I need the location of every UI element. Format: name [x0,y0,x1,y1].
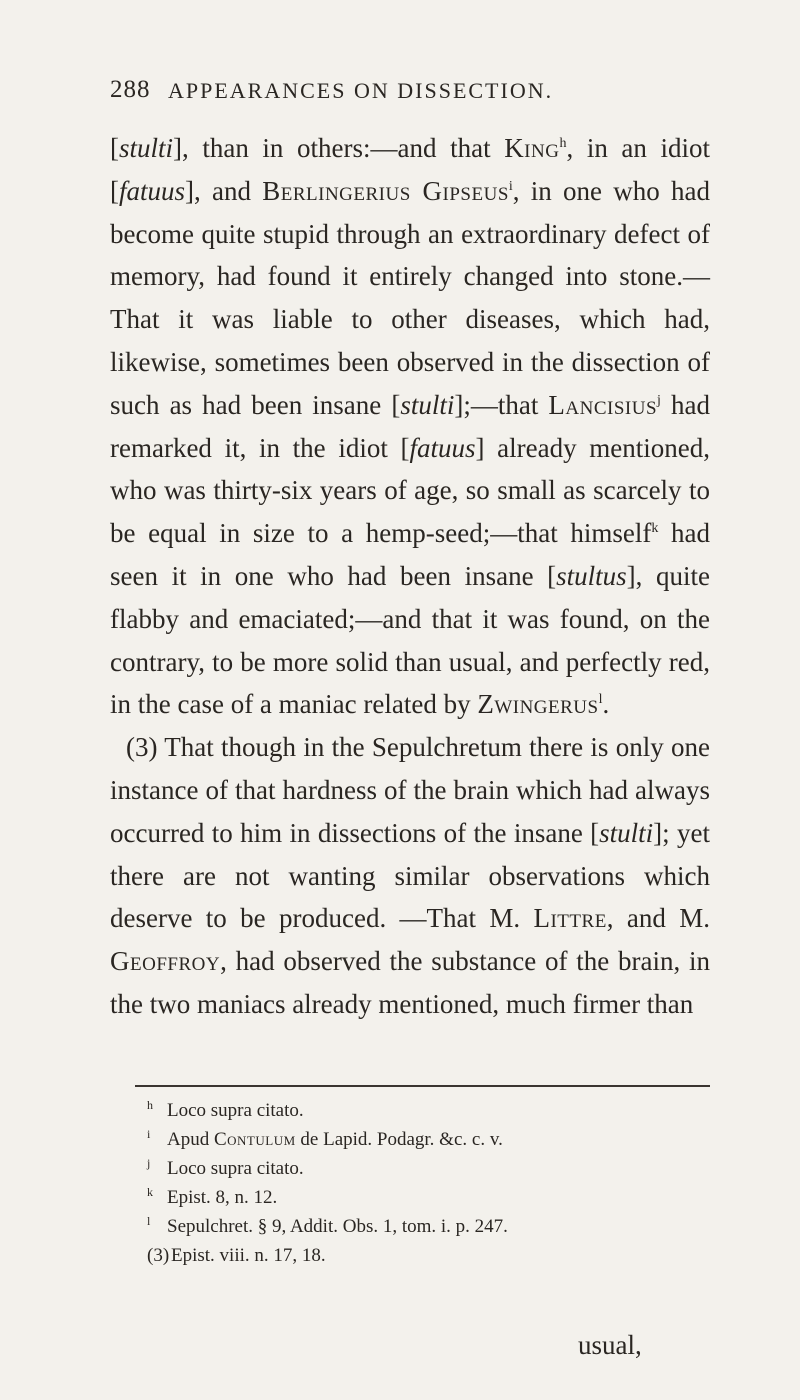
footnote-ref: l [598,692,603,708]
author-name: Contulum [213,1129,296,1150]
footnote: h Loco supra citato. [147,1097,304,1121]
footnote-text: Epist. 8, n. 12. [167,1187,278,1208]
footnote: (3)Epist. viii. n. 17, 18. [147,1245,326,1266]
footnote-ref: j [657,392,661,408]
author-name: Lancisius [548,389,658,420]
footnote: j Loco supra citato. [147,1155,304,1179]
text-span: , in an idiot [ [110,133,710,206]
footnote-ref: h [559,136,567,151]
author-name: Zwingerus [477,689,599,720]
footnote: i Apud Contulum de Lapid. Podagr. &c. c. v. [147,1126,503,1150]
page-number: 288 [110,76,151,103]
paragraph-2 [110,726,710,1026]
latin-term: stulti [400,389,455,420]
text-span: ], quite flabby and emaciated;—and that it was found, on the contrary, to be more solid than usual, and perfectly red, in the case of a maniac related by [110,560,710,720]
running-head: APPEARANCES ON DISSECTION. [168,78,554,103]
footnote-text: Apud [167,1129,214,1150]
footnotes [147,1096,707,1270]
footnote-divider [135,1085,710,1087]
footnote-text: Epist. viii. n. 17, 18. [171,1245,326,1266]
text-span: ] already mentioned, who was thirty-six years of age, so small as scarcely to be equal in size to a hemp-seed;—that himself [110,432,710,549]
author-name: Berlingerius Gipseus [262,175,509,206]
author-name: King [504,133,560,163]
text-span: , had observed the substance of the brain, in the two maniacs already mentioned, much firmer than [110,946,710,1019]
text-span: , in one who had become quite stupid through an extraordinary defect of memory, had found it entirely changed into stone.—That it was liable to other diseases, which had, likewise, sometimes been observed in the dissection of such as had been insane [ [110,175,710,420]
footnote-text: Sepulchret. § 9, Addit. Obs. 1, tom. i. p. 247. [167,1216,508,1237]
latin-term: stulti [119,133,174,163]
footnote: l Sepulchret. § 9, Addit. Obs. 1, tom. i. p. 247. [147,1213,508,1237]
body-text [110,127,710,1026]
paragraph-1: [stulti], than in others:—and that King$^h$, in an idiot [fatuus], and Berlingerius Gipseus$^i$, in one who had become quite stupid through an extraordinary defect of memory, had found it entirely changed into stone.—That it was liable to other diseases, which had, likewise, sometimes been observed in the dissection of such as had been insane [stulti];—that Lancisius$^j$ had remarked it, in the idiot [fatuus] already mentioned, who was thirty-six years of age, so small as scarcely to be equal in size to a hemp-seed;—that himself$^k$ had seen it in one who had been insane [stultus], quite flabby and emaciated;—and that it was found, on the contrary, to be more solid than usual, and perfectly red, in the case of a maniac related by Zwingerus$^l$. [110,133,711,720]
latin-term: fatuus [409,432,476,463]
footnote-text: de Lapid. Podagr. &c. c. v. [295,1129,503,1150]
footnote: k Epist. 8, n. 12. [147,1184,278,1208]
text-span: had seen it in one who had been insane [ [110,518,711,591]
latin-term: stulti [599,817,654,848]
catchword: usual, [578,1330,642,1360]
page-header [110,76,710,116]
text-span: , and M. [606,903,710,934]
author-name: Littre [533,903,607,934]
text-span: ], and [185,175,263,206]
footnote-ref: i [508,178,513,194]
latin-term: fatuus [119,175,186,206]
author-name: Geoffroy [110,946,221,977]
text-span: ];—that [454,389,549,420]
text-span: ], than in others:—and that [173,133,505,163]
footnote-ref: k [651,521,659,537]
footnote-text: Loco supra citato. [167,1100,304,1121]
text-span: (3) That though in the Sepulchretum there is only one instance of that hardness of the brain which had always occurred to him in dissections of the insane [ [110,732,710,848]
text-span: . [602,689,610,720]
latin-term: stultus [556,560,627,591]
text-span: ]; yet there are not wanting similar observations which deserve to be produced. —That M. [110,817,710,934]
footnote-text: Loco supra citato. [167,1158,304,1179]
text-span: had remarked it, in the idiot [ [110,389,711,463]
